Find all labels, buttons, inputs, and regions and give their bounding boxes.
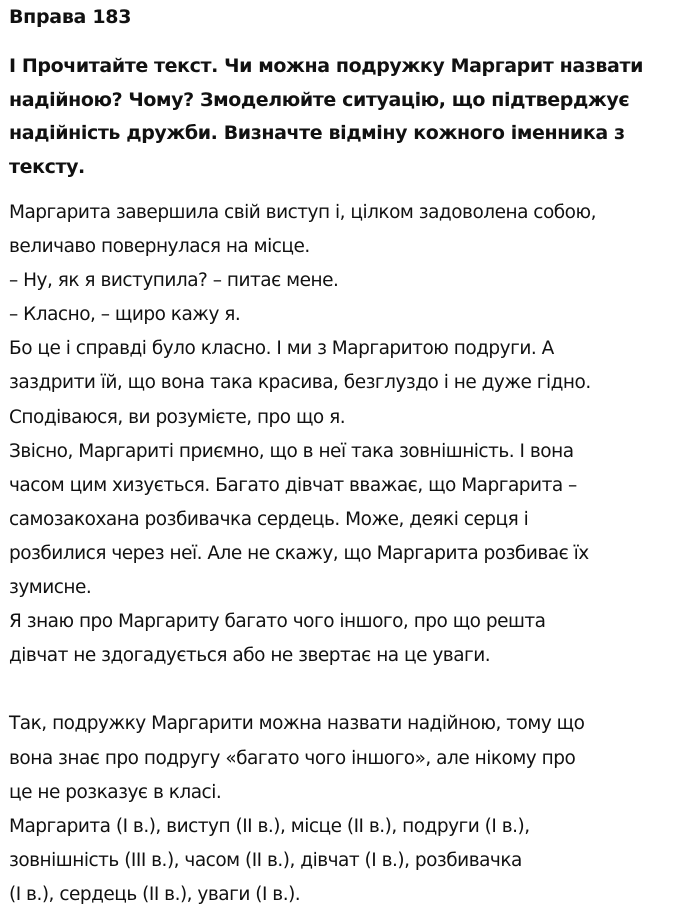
answer-line: це не розказує в класі.: [9, 781, 222, 803]
text-line: Сподіваюся, ви розумієте, про що я.: [9, 406, 346, 428]
exercise-title: Вправа 183: [9, 6, 132, 28]
answer-line: Так, подружку Маргарити можна назвати надійною, тому що: [9, 713, 585, 735]
text-line: Я знаю про Маргариту багато чого іншого, про що решта: [9, 611, 546, 633]
declension-line: (І в.), сердець (ІІ в.), уваги (І в.).: [9, 883, 301, 905]
declension-line: зовнішність (ІІІ в.), часом (ІІ в.), дівчат (І в.), розбивачка: [9, 849, 522, 871]
text-line: самозакохана розбивачка сердець. Може, деякі серця і: [9, 508, 529, 530]
task-line: тексту.: [9, 155, 85, 178]
paragraph-spacer: [9, 673, 596, 707]
task-instructions: [9, 50, 643, 184]
task-line: надійність дружби. Визначте відміну кожного іменника з: [9, 122, 625, 144]
text-line: часом цим хизується. Багато дівчат вважає, що Маргарита –: [9, 474, 577, 496]
text-line: розбилися через неї. Але не скажу, що Маргарита розбиває їх: [9, 542, 589, 564]
text-line: заздрити їй, що вона така красива, безглуздо і не дуже гідно.: [9, 372, 591, 394]
reading-text: [9, 196, 596, 912]
task-line: надійною? Чому? Змоделюйте ситуацію, що підтверджує: [9, 88, 630, 111]
task-line: І Прочитайте текст. Чи можна подружку Маргарит назвати: [9, 55, 643, 77]
text-line: Бо це і справді було класно. І ми з Маргаритою подруги. А: [9, 338, 554, 360]
answer-line: вона знає про подругу «багато чого іншого», але нікому про: [9, 747, 576, 769]
dialogue-line: – Ну, як я виступила? – питає мене.: [9, 270, 339, 292]
text-line: Маргарита завершила свій виступ і, цілком задоволена собою,: [9, 202, 596, 223]
text-line: Звісно, Маргариті приємно, що в неї така зовнішність. І вона: [9, 440, 574, 462]
dialogue-line: – Класно, – щиро кажу я.: [9, 304, 241, 326]
text-line: зумисне.: [9, 577, 92, 599]
declension-line: Маргарита (І в.), виступ (ІІ в.), місце (ІІ в.), подруги (І в.),: [9, 815, 530, 837]
text-line: дівчат не здогадується або не звертає на це уваги.: [9, 645, 491, 667]
text-line: величаво повернулася на місце.: [9, 236, 310, 258]
